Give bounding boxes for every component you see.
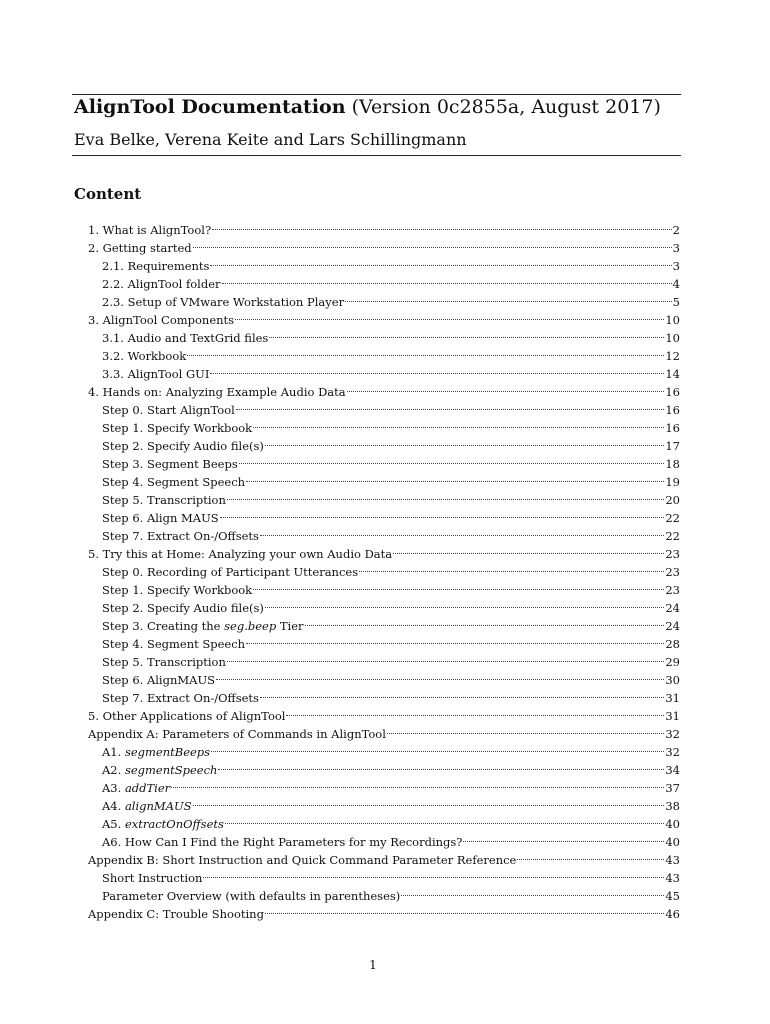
toc-leader-dots	[345, 283, 672, 302]
toc-label-pre: Step 2. Specify Audio file(s)	[102, 439, 264, 453]
toc-leader-dots	[463, 823, 664, 842]
toc-page-number: 31	[665, 709, 680, 723]
document-title	[74, 96, 661, 118]
toc-label-em: extractOnOffsets	[124, 817, 224, 831]
toc-leader-dots	[401, 877, 664, 896]
toc-label-pre: 3.3. AlignTool GUI	[102, 367, 210, 381]
title-rule-bottom	[72, 155, 681, 156]
toc-leader-dots	[210, 247, 671, 266]
toc-leader-dots	[193, 229, 672, 248]
toc-label-em: segmentBeeps	[124, 745, 211, 759]
page-number: 1	[369, 958, 377, 972]
toc-page-number: 12	[665, 349, 680, 363]
toc-label-em: seg.beep	[224, 619, 277, 633]
toc-page-number: 23	[665, 547, 680, 561]
toc-page-number: 23	[665, 583, 680, 597]
toc-page-number: 22	[665, 511, 680, 525]
toc-page-number: 32	[665, 727, 680, 741]
toc-page-number: 24	[665, 619, 680, 633]
toc-leader-dots	[227, 643, 664, 662]
toc-leader-dots	[246, 463, 664, 482]
toc-leader-dots	[227, 481, 664, 500]
toc-label-pre: Step 7. Extract On-/Offsets	[102, 691, 259, 705]
toc-label-em: alignMAUS	[124, 799, 192, 813]
toc-page-number: 45	[665, 889, 680, 903]
toc-label-pre: 5. Other Applications of AlignTool	[88, 709, 286, 723]
toc-label-pre: Step 2. Specify Audio file(s)	[102, 601, 264, 615]
toc-page-number: 16	[665, 385, 680, 399]
toc-page-number: 43	[665, 853, 680, 867]
toc-leader-dots	[239, 445, 665, 464]
toc-label-pre: Appendix C: Trouble Shooting	[88, 907, 264, 921]
toc-leader-dots	[359, 553, 664, 572]
toc-leader-dots	[393, 535, 664, 554]
toc-leader-dots	[225, 805, 664, 824]
toc-leader-dots	[347, 373, 665, 392]
toc-page-number: 16	[665, 421, 680, 435]
toc-leader-dots	[210, 355, 664, 374]
toc-label-pre: 3. AlignTool Components	[88, 313, 235, 327]
toc-leader-dots	[235, 301, 664, 320]
toc-page-number: 19	[665, 475, 680, 489]
toc-page-number: 3	[672, 241, 680, 255]
toc-page-number: 18	[665, 457, 680, 471]
toc-label-pre: A5.	[102, 817, 125, 831]
toc-page-number: 22	[665, 529, 680, 543]
toc-label-pre: Step 7. Extract On-/Offsets	[102, 529, 259, 543]
toc-label-em: segmentSpeech	[124, 763, 218, 777]
toc-label-pre: 4. Hands on: Analyzing Example Audio Data	[88, 385, 346, 399]
toc-label-post: Tier	[276, 619, 304, 633]
title-main: AlignTool Documentation	[74, 96, 346, 118]
toc-leader-dots	[171, 769, 664, 788]
toc-label-pre: Step 6. Align MAUS	[102, 511, 219, 525]
toc-label-pre: Step 3. Creating the	[102, 619, 225, 633]
toc-page-number: 40	[665, 817, 680, 831]
toc-label-pre: Step 5. Transcription	[102, 493, 226, 507]
toc-label-pre: Step 4. Segment Speech	[102, 475, 246, 489]
title-version: (Version 0c2855a, August 2017)	[351, 96, 661, 118]
toc-page-number: 16	[665, 403, 680, 417]
toc-label-pre: 3.1. Audio and TextGrid files	[102, 331, 269, 345]
toc-label-pre: 5. Try this at Home: Analyzing your own Audio Data	[88, 547, 393, 561]
toc-leader-dots	[265, 895, 664, 914]
toc-label-pre: A4.	[102, 799, 125, 813]
toc-entry-label	[88, 905, 264, 923]
toc-label-pre: 2.3. Setup of VMware Workstation Player	[102, 295, 345, 309]
toc-page-number: 5	[672, 295, 680, 309]
toc-leader-dots	[387, 715, 664, 734]
toc-page-number: 10	[665, 313, 680, 327]
toc-label-pre: A3.	[102, 781, 125, 795]
toc-page-number: 34	[665, 763, 680, 777]
toc-leader-dots	[253, 409, 664, 428]
title-rule-top	[72, 94, 681, 95]
toc-leader-dots	[246, 625, 664, 644]
toc-label-pre: 1. What is AlignTool?	[88, 223, 212, 237]
toc-leader-dots	[187, 337, 664, 356]
toc-page-number: 2	[672, 223, 680, 237]
toc-label-pre: A2.	[102, 763, 125, 777]
toc-label-pre: Step 1. Specify Workbook	[102, 583, 253, 597]
toc-page-number: 17	[665, 439, 680, 453]
toc-page-number: 30	[665, 673, 680, 687]
toc-label-pre: Step 4. Segment Speech	[102, 637, 246, 651]
toc-leader-dots	[220, 499, 665, 518]
authors: Eva Belke, Verena Keite and Lars Schillingmann	[74, 130, 467, 149]
toc-leader-dots	[193, 787, 665, 806]
toc-leader-dots	[236, 391, 665, 410]
toc-leader-dots	[517, 841, 664, 860]
toc-leader-dots	[222, 265, 672, 284]
toc-page-number: 4	[672, 277, 680, 291]
toc-label-em: addTier	[124, 781, 171, 795]
toc-label-pre: A1.	[102, 745, 125, 759]
toc-leader-dots	[218, 751, 664, 770]
toc-page-number: 10	[665, 331, 680, 345]
toc-label-pre: Parameter Overview (with defaults in parentheses)	[102, 889, 401, 903]
toc-page-number: 29	[665, 655, 680, 669]
toc-page-number: 38	[665, 799, 680, 813]
toc-page-number: 46	[665, 907, 680, 921]
toc-page-number: 37	[665, 781, 680, 795]
toc-page-number: 14	[665, 367, 680, 381]
toc-label-pre: Step 0. Start AlignTool	[102, 403, 235, 417]
toc-page-number: 43	[665, 871, 680, 885]
toc-leader-dots	[265, 427, 664, 446]
toc-leader-dots	[212, 211, 672, 230]
toc-leader-dots	[203, 859, 664, 878]
toc-leader-dots	[265, 589, 664, 608]
toc-entry[interactable]	[88, 899, 680, 921]
toc-page-number: 3	[672, 259, 680, 273]
toc-leader-dots	[211, 733, 664, 752]
toc-label-pre: 2.1. Requirements	[102, 259, 210, 273]
toc-label-pre: Step 6. AlignMAUS	[102, 673, 216, 687]
toc-page-number: 40	[665, 835, 680, 849]
toc-leader-dots	[260, 517, 664, 536]
table-of-contents	[0, 215, 770, 921]
toc-label-pre: Step 3. Segment Beeps	[102, 457, 238, 471]
toc-leader-dots	[253, 571, 664, 590]
toc-label-pre: Appendix B: Short Instruction and Quick Command Parameter Reference	[88, 853, 517, 867]
toc-page-number: 24	[665, 601, 680, 615]
toc-leader-dots	[305, 607, 665, 626]
toc-label-pre: Step 0. Recording of Participant Utterances	[102, 565, 359, 579]
toc-label-pre: Appendix A: Parameters of Commands in AlignTool	[88, 727, 386, 741]
toc-leader-dots	[260, 679, 664, 698]
toc-leader-dots	[286, 697, 664, 716]
toc-label-pre: 2. Getting started	[88, 241, 192, 255]
toc-label-pre: Step 1. Specify Workbook	[102, 421, 253, 435]
toc-page-number: 31	[665, 691, 680, 705]
toc-label-pre: Step 5. Transcription	[102, 655, 226, 669]
toc-label-pre: 3.2. Workbook	[102, 349, 187, 363]
toc-label-pre: Short Instruction	[102, 871, 203, 885]
toc-leader-dots	[269, 319, 664, 338]
toc-leader-dots	[216, 661, 664, 680]
toc-label-pre: A6. How Can I Find the Right Parameters for my Recordings?	[102, 835, 463, 849]
toc-page-number: 20	[665, 493, 680, 507]
toc-page-number: 23	[665, 565, 680, 579]
toc-page-number: 28	[665, 637, 680, 651]
toc-page-number: 32	[665, 745, 680, 759]
toc-label-pre: 2.2. AlignTool folder	[102, 277, 221, 291]
content-heading: Content	[74, 185, 142, 203]
